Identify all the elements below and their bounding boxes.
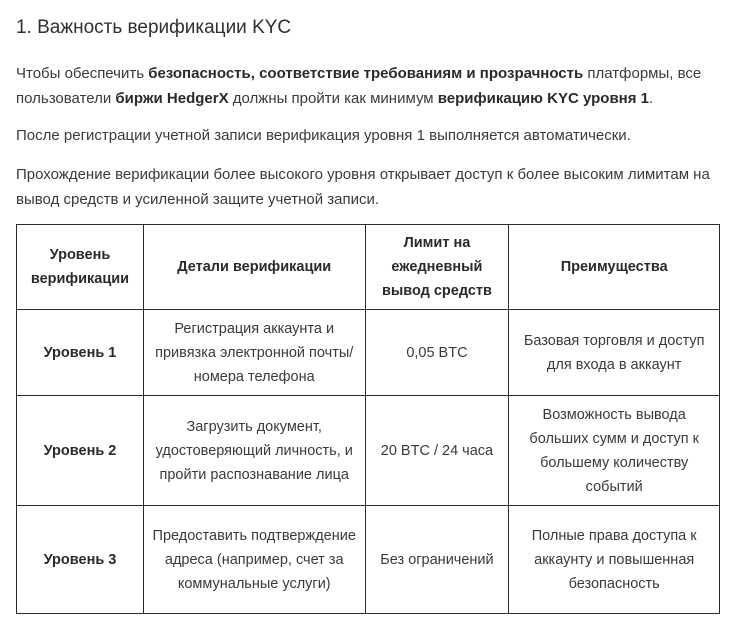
header-benefits: Преимущества [509,225,720,310]
header-level: Уровень верификации [17,225,144,310]
details-cell: Загрузить документ, удостоверяющий личность, и пройти распознавание лица [143,396,365,506]
benefits-cell: Полные права доступа к аккаунту и повышенная безопасность [509,506,720,614]
intro-text-2: платформы, все пользователи [16,65,702,107]
level-cell: Уровень 3 [17,506,144,614]
header-details: Детали верификации [143,225,365,310]
auto-verification-paragraph: После регистрации учетной записи верификация уровня 1 выполняется автоматически. [16,127,631,144]
table-row [17,396,720,506]
details-cell: Предоставить подтверждение адреса (например, счет за коммунальные услуги) [143,506,365,614]
benefits-cell: Возможность вывода больших сумм и доступ к большему количеству событий [509,396,720,506]
intro-paragraph [16,61,720,111]
limit-cell: Без ограничений [365,506,509,614]
benefits-cell: Базовая торговля и доступ для входа в аккаунт [509,310,720,396]
table-row [17,310,720,396]
table-header-row [17,225,720,310]
higher-level-paragraph: Прохождение верификации более высокого уровня открывает доступ к более высоким лимитам на вывод средств и усиленной защите учетной записи. [16,166,710,208]
intro-bold-1: безопасность, соответствие требованиям и прозрачность [148,65,584,82]
intro-text-1: Чтобы обеспечить [16,65,149,82]
limit-cell: 20 BTC / 24 часа [365,396,509,506]
header-limit: Лимит на ежедневный вывод средств [365,225,509,310]
level-cell: Уровень 1 [17,310,144,396]
intro-bold-3: верификацию KYC уровня 1 [437,90,649,107]
details-cell: Регистрация аккаунта и привязка электронной почты/номера телефона [143,310,365,396]
table-row [17,506,720,614]
intro-text-3: должны пройти как минимум [228,90,438,107]
limit-cell: 0,05 BTC [365,310,509,396]
section-heading: 1. Важность верификации KYC [16,17,292,38]
kyc-levels-table [16,224,720,614]
intro-bold-2: биржи HedgerX [115,90,229,107]
intro-text-4: . [648,90,654,107]
level-cell: Уровень 2 [17,396,144,506]
